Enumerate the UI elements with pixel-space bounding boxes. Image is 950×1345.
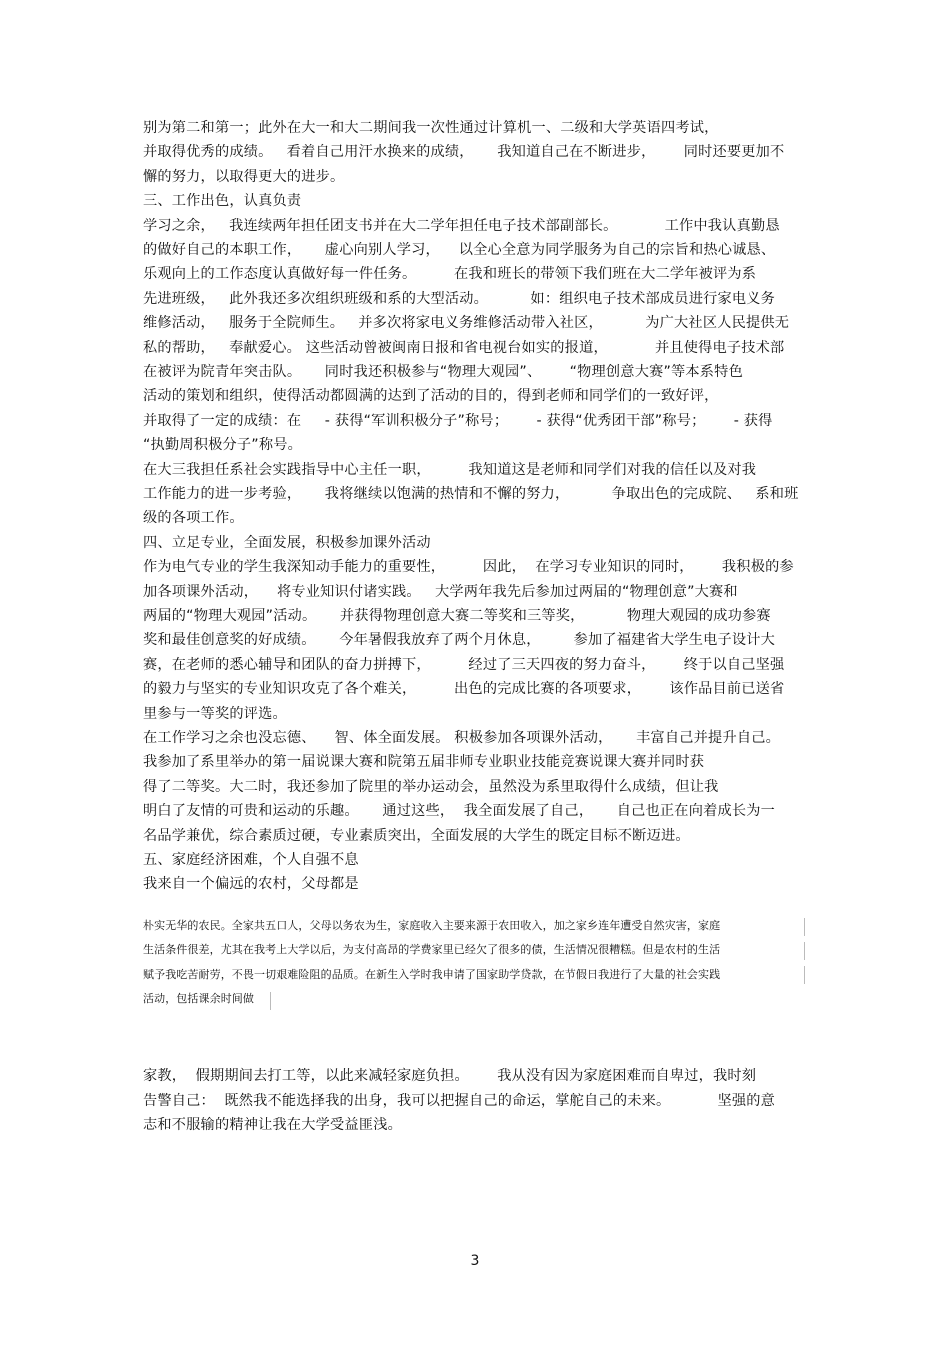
text-line: 赋予我吃苦耐劳，不畏一切艰难险阻的品质。在新生入学时我申请了国家助学贷款，在节假日我进行了大量的社会实践 [143, 967, 721, 981]
text-line: 志和不服输的精神让我在大学受益匪浅。 [143, 1117, 402, 1133]
margin-mark [804, 918, 805, 936]
text-line: 得了二等奖。大二时，我还参加了院里的举办运动会，虽然没为系里取得什么成绩，但让我 [143, 778, 719, 795]
text-line: 五、家庭经济困难，个人自强不息 [143, 852, 359, 868]
text-line: 活动，包括课余时间做 [143, 991, 254, 1005]
text-line: 懈的努力，以取得更大的进步。 [143, 168, 345, 185]
text-line: 私的帮助， 奉献爱心。 这些活动曾被闽南日报和省电视台如实的报道， 并且使得电子技术部 [143, 339, 785, 356]
text-line: 并取得优秀的成绩。 看着自己用汗水换来的成绩， 我知道自己在不断进步， 同时还要更加不 [143, 144, 785, 161]
text-line: 先进班级， 此外我还多次组织班级和系的大型活动。 如：组织电子技术部成员进行家电义务 [143, 290, 776, 307]
text-line: 明白了友情的可贵和运动的乐趣。 通过这些， 我全面发展了自己， 自己也正在向着成长为一 [143, 803, 776, 820]
text-line: 作为电气专业的学生我深知动手能力的重要性， 因此， 在学习专业知识的同时， 我积极的参 [143, 559, 794, 576]
text-line: 工作能力的进一步考验， 我将继续以饱满的热情和不懈的努力， 争取出色的完成院、 系和班 [143, 486, 799, 502]
text-line: 赛，在老师的悉心辅导和团队的奋力拼搏下， 经过了三天四夜的努力奋斗， 终于以自己坚强 [143, 656, 785, 673]
text-line: “执勤周积极分子”称号。 [143, 437, 302, 454]
text-line: 四、立足专业，全面发展，积极参加课外活动 [143, 534, 431, 551]
text-line: 告警自己： 既然我不能选择我的出身，我可以把握自己的命运，掌舵自己的未来。 坚强的意 [143, 1092, 776, 1109]
margin-mark [804, 966, 805, 984]
text-line: 在工作学习之余也没忘德、 智、体全面发展。 积极参加各项课外活动， 丰富自己并提升自己。 [143, 730, 780, 746]
text-line: 的毅力与坚实的专业知识攻克了各个难关， 出色的完成比赛的各项要求， 该作品目前已送省 [143, 681, 785, 698]
margin-mark [804, 942, 805, 960]
text-line: 名品学兼优，综合素质过硬，专业素质突出，全面发展的大学生的既定目标不断迈进。 [143, 827, 690, 844]
page-number: 3 [470, 1253, 480, 1269]
text-line: 加各项课外活动， 将专业知识付诸实践。 大学两年我先后参加过两届的“物理创意”大赛和 [143, 583, 738, 600]
text-line: 朴实无华的农民。全家共五口人，父母以务农为生，家庭收入主要来源于农田收入，加之家乡连年遭受自然灾害，家庭 [143, 919, 721, 932]
text-line: 别为第二和第一；此外在大一和大二期间我一次性通过计算机一、二级和大学英语四考试， [143, 120, 719, 136]
text-line: 在被评为院青年突击队。 同时我还积极参与“物理大观园”、 “物理创意大赛”等本系特色 [143, 364, 743, 380]
text-line: 乐观向上的工作态度认真做好每一件任务。 在我和班长的带领下我们班在大二学年被评为系 [143, 266, 757, 283]
text-line: 的做好自己的本职工作， 虚心向别人学习， 以全心全意为同学服务为自己的宗旨和热心诚恳、 [143, 242, 776, 258]
margin-mark [270, 992, 271, 1010]
text-line: 维修活动， 服务于全院师生。 并多次将家电义务维修活动带入社区， 为广大社区人民提供无 [143, 315, 790, 332]
text-line: 三、工作出色，认真负责 [143, 193, 302, 210]
text-line: 级的各项工作。 [143, 510, 244, 527]
text-line: 我参加了系里举办的第一届说课大赛和院第五届非师专业职业技能竞赛说课大赛并同时获 [143, 754, 705, 771]
text-line: 两届的“物理大观园”活动。 并获得物理创意大赛二等奖和三等奖， 物理大观园的成功参赛 [143, 608, 771, 624]
text-line: 学习之余， 我连续两年担任团支书并在大二学年担任电子技术部副部长。 工作中我认真勤恳 [143, 217, 780, 234]
text-line: 在大三我担任系社会实践指导中心主任一职， 我知道这是老师和同学们对我的信任以及对我 [143, 461, 757, 478]
text-line: 我来自一个偏远的农村，父母都是 [143, 876, 359, 893]
text-line: 奖和最佳创意奖的好成绩。 今年暑假我放弃了两个月休息， 参加了福建省大学生电子设计大 [143, 632, 776, 649]
text-line: 生活条件很差，尤其在我考上大学以后，为支付高昂的学费家里已经欠了很多的债，生活情况很糟糕。但是农村的生活 [143, 943, 721, 957]
text-line: 并取得了一定的成绩：在 - 获得“军训积极分子”称号； - 获得“优秀团干部”称号； - 获得 [143, 412, 773, 429]
text-line: 里参与一等奖的评选。 [143, 705, 287, 722]
text-line: 家教， 假期期间去打工等，以此来减轻家庭负担。 我从没有因为家庭困难而自卑过，我时刻 [143, 1068, 757, 1084]
text-line: 活动的策划和组织，使得活动都圆满的达到了活动的目的，得到老师和同学们的一致好评， [143, 388, 719, 405]
